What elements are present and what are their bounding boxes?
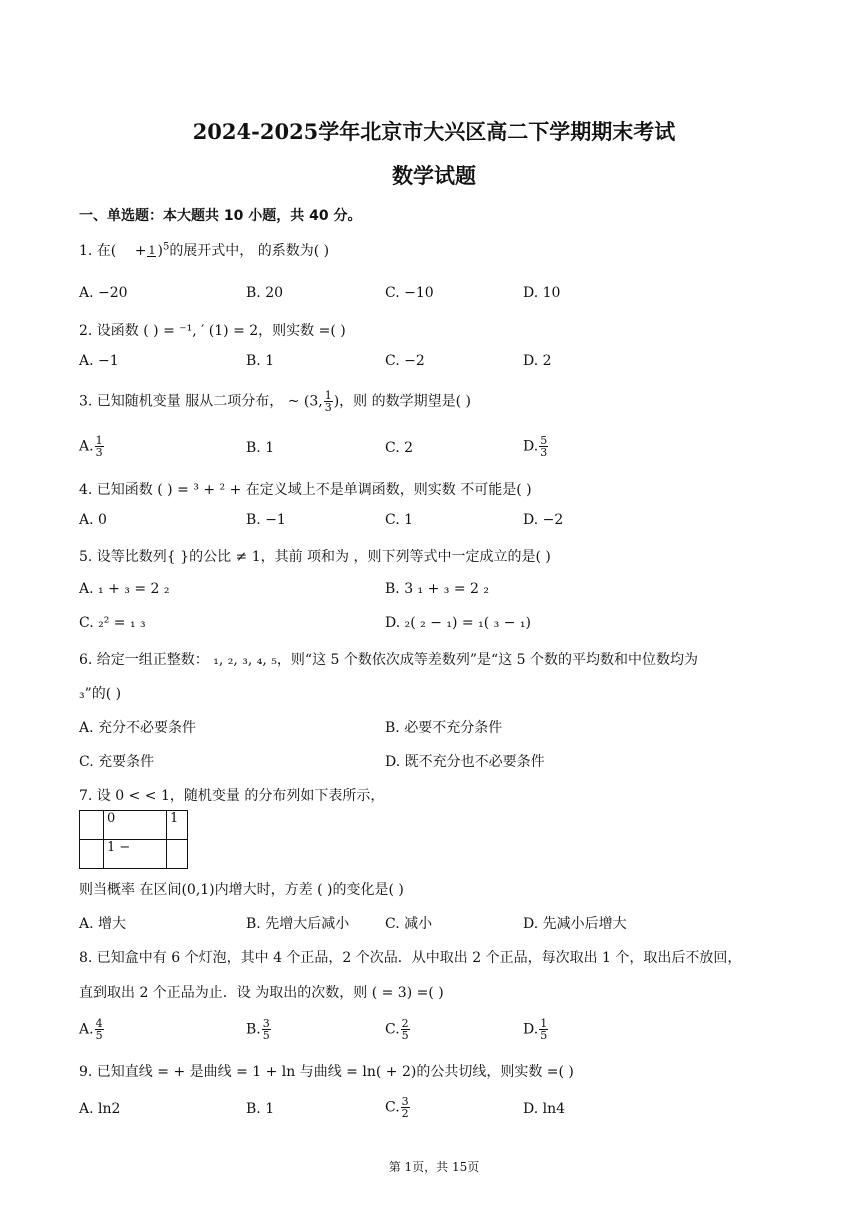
q5-option-a: A. ₁ + ₃ = 2 ₂: [79, 581, 170, 597]
q7-option-a: A. 增大: [79, 916, 127, 932]
q1-pre: 1. 在(: [79, 243, 117, 259]
question-2: 2. 设函数 ( ) = ⁻¹, ′ (1) = 2，则实数 =( ): [79, 323, 346, 339]
q2-option-c: C. −2: [385, 353, 425, 369]
table-row: [80, 840, 188, 869]
distribution-table: [79, 810, 188, 869]
question-6-cont: ₃”的( ): [79, 686, 122, 702]
q8-option-b: B. $\frac{3}{5}$: [246, 1017, 270, 1042]
question-1: 1. 在( + 1 )$^5$的展开式中， 的系数为( ): [79, 241, 330, 259]
q6-option-b: B. 必要不充分条件: [385, 720, 503, 736]
q1-option-b: B. 20: [246, 285, 284, 301]
q3-option-b: B. 1: [246, 440, 275, 456]
q1-mid: +: [134, 243, 147, 259]
q8-option-d: D. $\frac{1}{5}$: [523, 1017, 548, 1042]
table-cell: 1 −: [104, 840, 167, 869]
q4-option-b: B. −1: [246, 512, 286, 528]
q7-option-c: C. 减小: [385, 916, 433, 932]
q3-option-c: C. 2: [385, 440, 414, 456]
q3-option-d: D. $\frac{5}{3}$: [523, 434, 548, 459]
q5-option-b: B. 3 ₁ + ₃ = 2 ₂: [385, 581, 490, 597]
exam-title: 2024-2025学年北京市大兴区高二下学期期末考试: [192, 119, 676, 144]
q1-option-c: C. −10: [385, 285, 434, 301]
q9-option-a: A. ln2: [79, 1101, 121, 1117]
q2-option-d: D. 2: [523, 353, 552, 369]
table-row: [80, 811, 188, 840]
question-9: 9. 已知直线 = + 是曲线 = 1 + ln 与曲线 = ln( + 2)的公共切线，则实数 =( ): [79, 1064, 574, 1080]
q9-option-d: D. ln4: [523, 1101, 566, 1117]
q1-option-a: A. −20: [79, 285, 128, 301]
table-cell: [80, 811, 104, 840]
q4-option-c: C. 1: [385, 512, 414, 528]
question-4: 4. 已知函数 ( ) = ³ + ² + 在定义域上不是单调函数，则实数 不可能是( ): [79, 482, 532, 498]
q3-post: )，则 的数学期望是( ): [333, 393, 472, 410]
table-cell: [167, 840, 188, 869]
q8-option-c: C. $\frac{2}{5}$: [385, 1017, 409, 1042]
q9-option-c: C. $\frac{3}{2}$: [385, 1095, 409, 1120]
q6-option-a: A. 充分不必要条件: [79, 720, 197, 736]
q5-option-c: C. ₂² = ₁ ₃: [79, 615, 146, 631]
q5-option-d: D. ₂( ₂ − ₁) = ₁( ₃ − ₁): [385, 615, 531, 631]
question-7: 7. 设 0 < < 1，随机变量 的分布列如下表所示，: [79, 788, 385, 804]
q2-option-a: A. −1: [79, 353, 119, 369]
question-5: 5. 设等比数列{ }的公比 ≠ 1，其前 项和为 ，则下列等式中一定成立的是( ): [79, 549, 551, 565]
q4-option-a: A. 0: [79, 512, 107, 528]
q1-fraction: 1: [148, 244, 156, 257]
q7-option-b: B. 先增大后减小: [246, 916, 350, 932]
q1-exponent: 5: [162, 241, 170, 253]
table-cell: 1: [167, 811, 188, 840]
q3-pre: 3. 已知随机变量 服从二项分布， ~ (3,: [79, 393, 323, 410]
q9-option-b: B. 1: [246, 1101, 275, 1117]
q4-option-d: D. −2: [523, 512, 564, 528]
table-cell: [80, 840, 104, 869]
question-8: 8. 已知盒中有 6 个灯泡，其中 4 个正品，2 个次品．从中取出 2 个正品，每次取出 1 个，取出后不放回，: [79, 950, 742, 966]
table-cell: 0: [104, 811, 167, 840]
q6-option-d: D. 既不充分也不必要条件: [385, 754, 545, 770]
q2-option-b: B. 1: [246, 353, 275, 369]
question-7-cont: 则当概率 在区间(0,1)内增大时，方差 ( )的变化是( ): [79, 882, 404, 898]
q3-option-a: A. $\frac{1}{3}$: [79, 434, 103, 459]
q7-option-d: D. 先减小后增大: [523, 916, 627, 932]
q8-option-a: A. $\frac{4}{5}$: [79, 1017, 103, 1042]
exam-subtitle: 数学试题: [392, 163, 476, 188]
q6-option-c: C. 充要条件: [79, 754, 155, 770]
q3-fraction: $\frac{1}{3}$: [324, 389, 332, 414]
question-3: [79, 390, 471, 413]
section-heading: 一、单选题：本大题共 10 小题，共 40 分。: [79, 208, 362, 224]
q1-option-d: D. 10: [523, 285, 561, 301]
page-footer: 第 1页，共 15页: [388, 1160, 480, 1174]
q1-post: 的展开式中， 的系数为( ): [169, 243, 330, 259]
question-6: 6. 给定一组正整数： ₁, ₂, ₃, ₄, ₅，则“这 5 个数依次成等差数列”是“这 5 个数的平均数和中位数均为: [79, 652, 699, 668]
question-8-cont: 直到取出 2 个正品为止．设 为取出的次数，则 ( = 3) =( ): [79, 985, 444, 1001]
